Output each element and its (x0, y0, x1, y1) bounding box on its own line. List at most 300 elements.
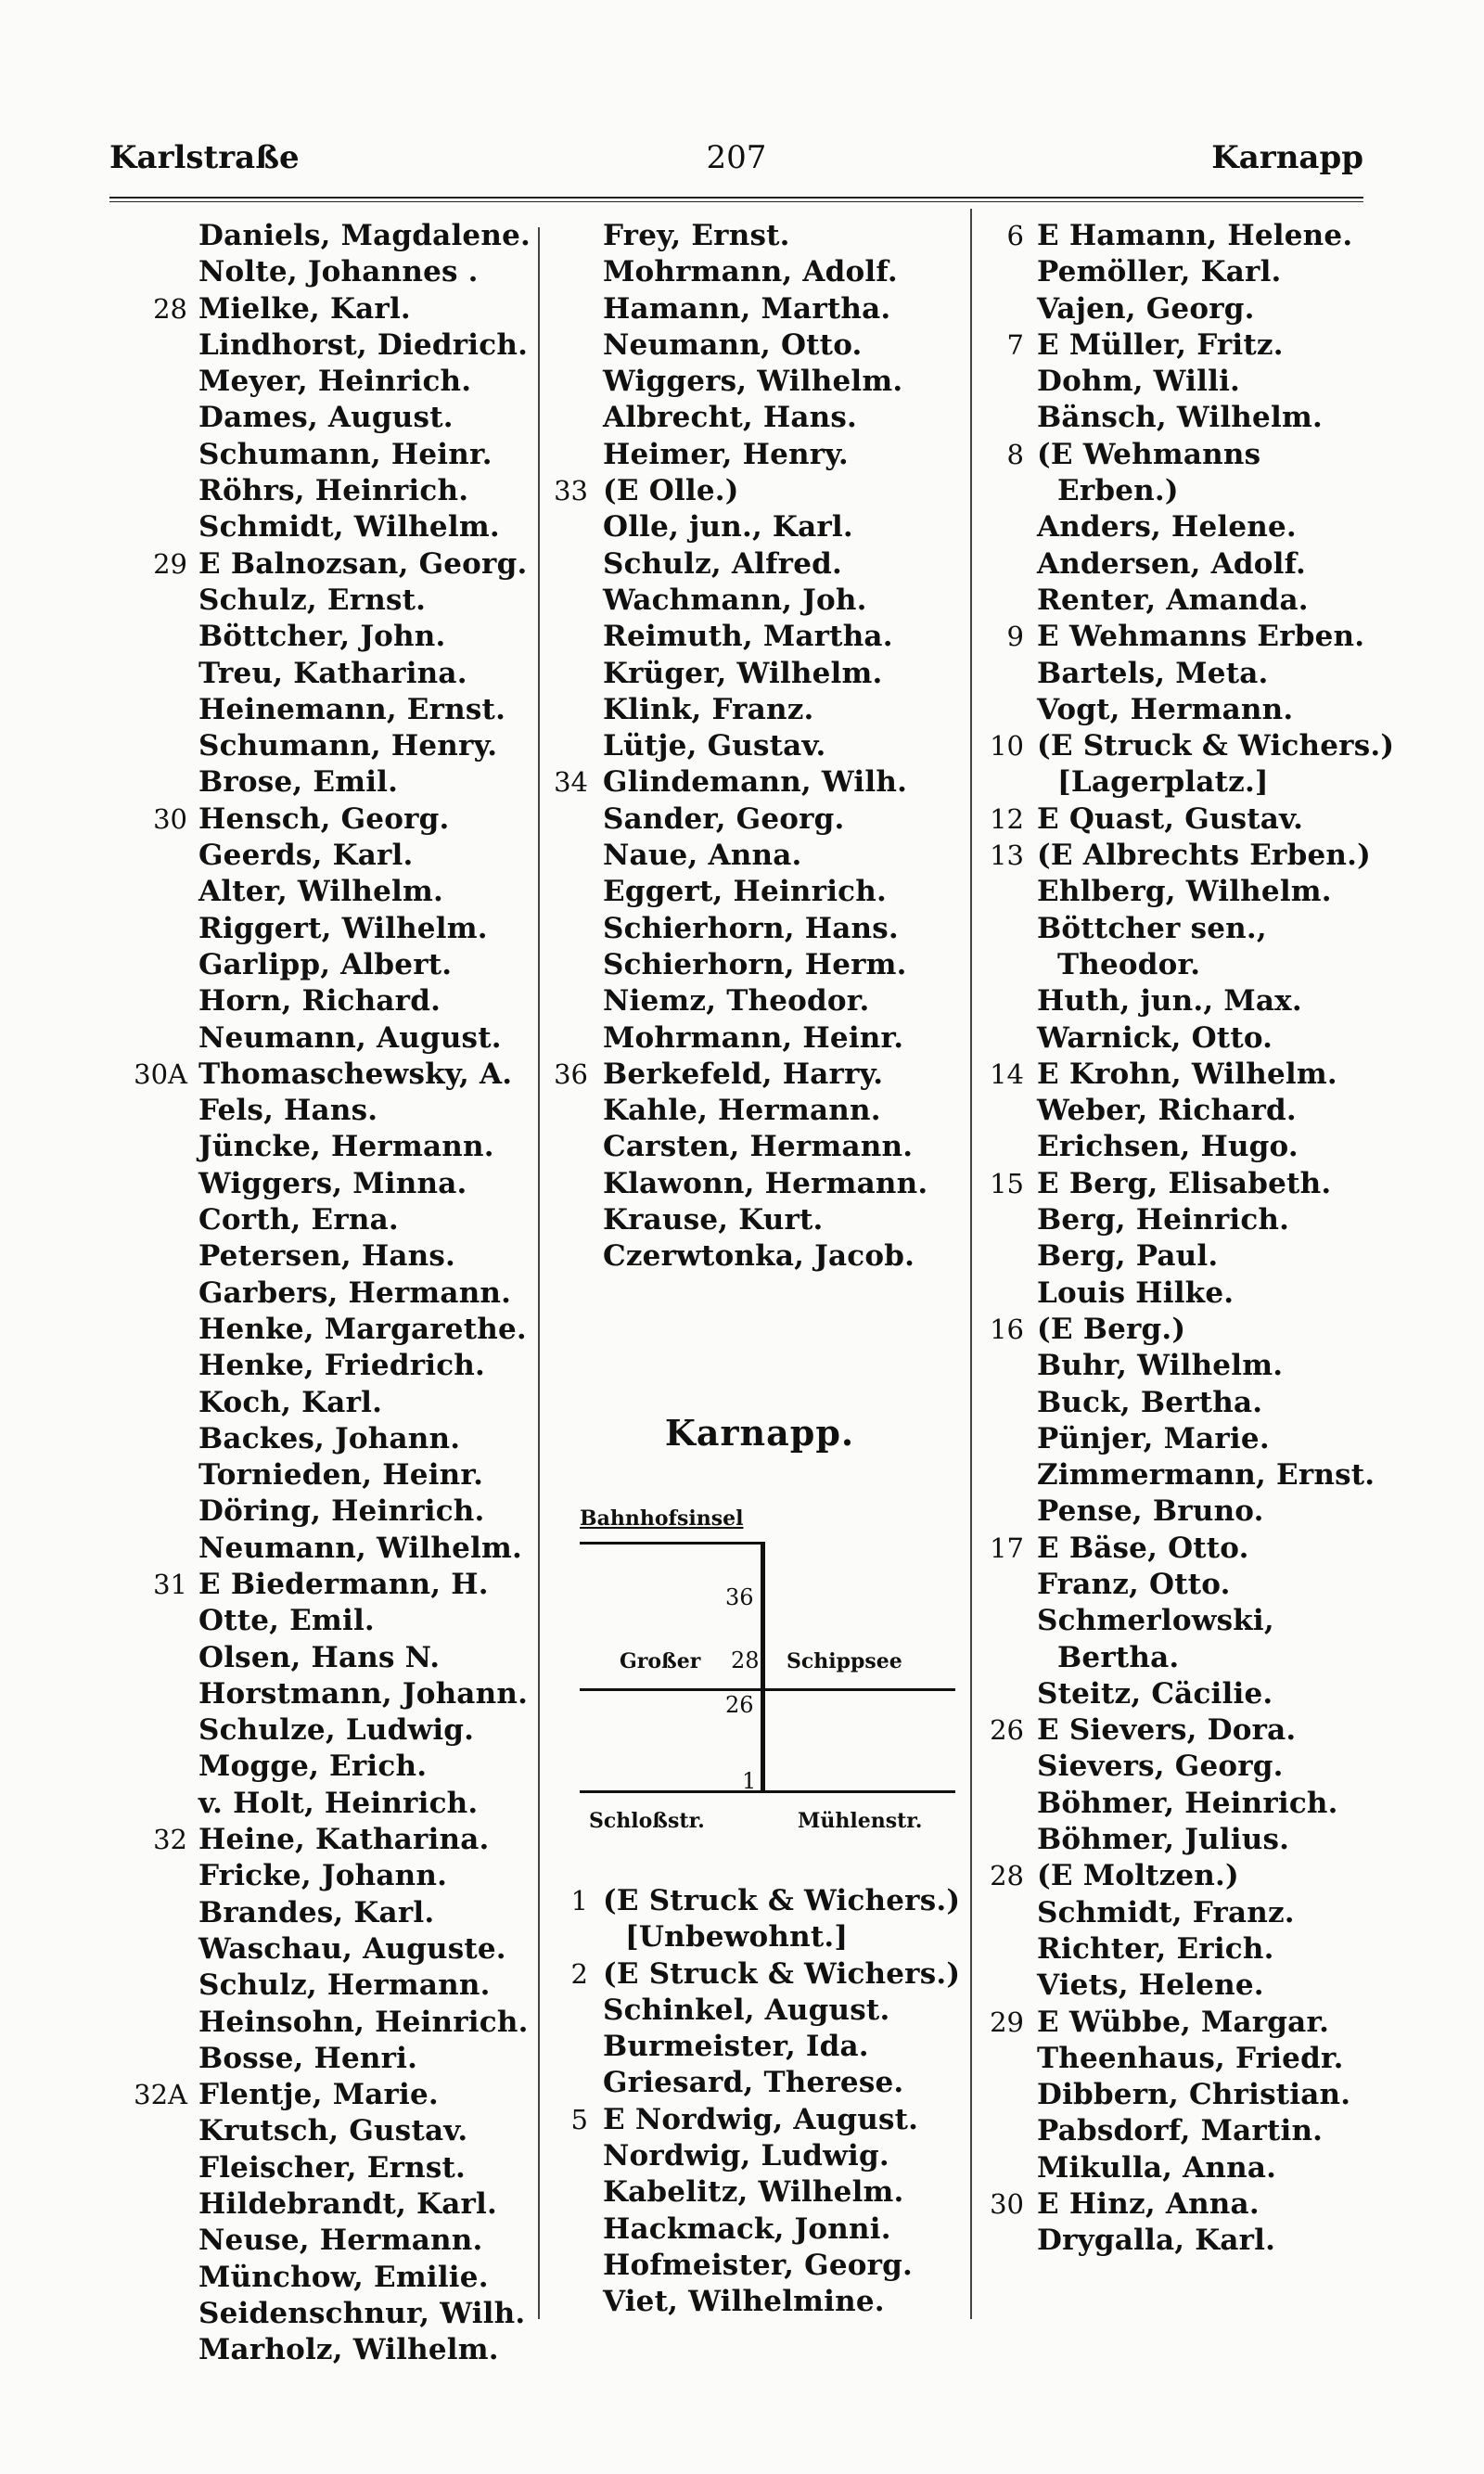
resident-name: Tornieden, Heinr. (198, 1458, 484, 1493)
resident-name: Hensch, Georg. (198, 801, 450, 836)
directory-entry (974, 1093, 1391, 1129)
directory-entry (974, 1166, 1391, 1202)
resident-name: Mielke, Karl. (198, 291, 411, 326)
resident-name: v. Holt, Heinrich. (198, 1786, 479, 1820)
map-label-schlossstr: Schloßstr. (589, 1809, 705, 1833)
directory-entry (109, 254, 545, 290)
resident-name: Heinemann, Ernst. (198, 692, 506, 726)
directory-entry (542, 2029, 978, 2065)
resident-name: Heine, Katharina. (198, 1823, 490, 1857)
street-section-title: Karnapp. (664, 1412, 855, 1454)
directory-entry (542, 1238, 978, 1275)
resident-name: Döring, Heinrich. (198, 1494, 485, 1529)
resident-name: Alter, Wilhelm. (198, 875, 443, 909)
resident-name: Buck, Bertha. (1037, 1385, 1263, 1419)
directory-entry (542, 2065, 978, 2101)
resident-name: Czerwtonka, Jacob. (603, 1239, 915, 1274)
directory-entry (109, 437, 545, 473)
directory-entry (974, 2041, 1391, 2077)
resident-name: Schmidt, Wilhelm. (198, 510, 500, 545)
directory-entry (542, 218, 978, 254)
resident-name: Schulz, Hermann. (198, 1968, 491, 2003)
directory-entry (109, 1129, 545, 1165)
resident-name: Reimuth, Martha. (603, 620, 893, 654)
directory-entry (974, 2113, 1391, 2149)
resident-name: Mogge, Erich. (198, 1750, 428, 1784)
resident-name: Zimmermann, Ernst. (1037, 1458, 1375, 1493)
directory-entry (109, 692, 545, 728)
directory-entry (109, 1712, 545, 1749)
directory-entry (974, 2005, 1391, 2041)
resident-name: Schumann, Henry. (198, 729, 498, 763)
directory-entry (974, 546, 1391, 583)
resident-name: Schierhorn, Hans. (603, 911, 899, 945)
house-number: 28 (990, 1860, 1024, 1892)
header-left-street: Karlstraße (109, 139, 300, 176)
directory-entry (542, 2211, 978, 2248)
resident-name: Kabelitz, Wilhelm. (603, 2175, 904, 2210)
resident-name: Klink, Franz. (603, 692, 814, 726)
directory-entry (109, 1020, 545, 1057)
directory-entry (542, 656, 978, 692)
directory-entry (974, 1676, 1391, 1712)
directory-entry (542, 583, 978, 619)
column-3 (974, 218, 1395, 2260)
resident-name: Hamann, Martha. (603, 291, 891, 326)
house-number: 32 (153, 1824, 187, 1856)
house-number: 7 (1006, 328, 1024, 361)
directory-entry (974, 983, 1391, 1019)
resident-name: Schierhorn, Herm. (603, 947, 907, 981)
house-number: 30A (134, 1058, 187, 1090)
resident-name: Lindhorst, Diedrich. (198, 327, 529, 362)
resident-name: Hackmack, Jonni. (603, 2211, 891, 2246)
house-number: 36 (554, 1058, 588, 1090)
resident-name: Horstmann, Johann. (198, 1676, 529, 1711)
resident-name: Vogt, Hermann. (1037, 692, 1294, 726)
directory-entry (974, 1531, 1391, 1567)
resident-name: Thomaschewsky, A. (198, 1057, 513, 1091)
header-rule (109, 197, 1363, 202)
resident-name: E Sievers, Dora. (1037, 1713, 1297, 1748)
resident-name: Carsten, Hermann. (603, 1130, 914, 1164)
house-number: 9 (1006, 621, 1024, 653)
resident-name: E Nordwig, August. (603, 2102, 919, 2136)
resident-name: Pemöller, Karl. (1037, 255, 1282, 289)
resident-name: Eggert, Heinrich. (603, 875, 887, 909)
directory-entry (109, 1640, 545, 1676)
directory-entry (974, 1493, 1391, 1530)
map-number-28: 28 (731, 1647, 760, 1673)
resident-name: (E Albrechts Erben.) (1037, 839, 1371, 873)
house-number: 13 (990, 840, 1024, 872)
directory-entry (109, 2113, 545, 2149)
resident-name: Hildebrandt, Karl. (198, 2187, 497, 2222)
resident-name: Frey, Ernst. (603, 219, 790, 252)
house-number: 16 (990, 1313, 1024, 1345)
directory-entry (542, 1020, 978, 1057)
resident-name: Erben.) (1057, 474, 1179, 508)
directory-entry (542, 983, 978, 1019)
directory-entry (109, 801, 545, 838)
directory-entry (542, 838, 978, 874)
resident-name: E Krohn, Wilhelm. (1037, 1057, 1337, 1091)
resident-name: Pabsdorf, Martin. (1037, 2114, 1324, 2148)
directory-entry (974, 291, 1391, 327)
directory-entry (109, 1312, 545, 1348)
directory-entry (109, 874, 545, 910)
directory-entry (974, 1786, 1391, 1822)
resident-name: Jüncke, Hermann. (198, 1130, 494, 1164)
resident-name: Kahle, Hermann. (603, 1094, 881, 1128)
resident-name: Röhrs, Heinrich. (198, 474, 469, 508)
house-number: 8 (1006, 438, 1024, 470)
resident-name: Schulz, Alfred. (603, 546, 842, 581)
resident-name: Schinkel, August. (603, 1993, 890, 2027)
house-number: 31 (153, 1568, 187, 1600)
directory-entry (109, 2150, 545, 2186)
resident-name: Krause, Kurt. (603, 1203, 824, 1237)
resident-name: Berkefeld, Harry. (603, 1057, 884, 1091)
resident-name: Flentje, Marie. (198, 2078, 439, 2112)
directory-entry (974, 1385, 1391, 1421)
resident-name: Drygalla, Karl. (1037, 2224, 1276, 2258)
resident-name: Vajen, Georg. (1037, 291, 1255, 326)
resident-name: Garbers, Hermann. (198, 1275, 512, 1310)
directory-entry (109, 2223, 545, 2259)
directory-entry (974, 218, 1391, 254)
directory-entry (974, 692, 1391, 728)
resident-name: Bartels, Meta. (1037, 656, 1269, 690)
resident-name: (E Olle.) (603, 474, 739, 508)
resident-name: Berg, Heinrich. (1037, 1203, 1290, 1237)
directory-entry (974, 1712, 1391, 1749)
column-2 (542, 218, 978, 1275)
directory-entry (109, 1531, 545, 1567)
resident-name: Albrecht, Hans. (603, 401, 858, 435)
directory-entry (542, 437, 978, 473)
column-1 (109, 218, 545, 2369)
directory-entry (974, 911, 1391, 947)
resident-name: Neumann, August. (198, 1020, 502, 1055)
resident-name: Hofmeister, Georg. (603, 2248, 914, 2282)
directory-entry (974, 1275, 1391, 1312)
resident-name: Wachmann, Joh. (603, 583, 867, 617)
house-number: 17 (990, 1532, 1024, 1564)
directory-entry (109, 1202, 545, 1238)
resident-name: Petersen, Hans. (198, 1239, 456, 1274)
directory-entry (109, 1421, 545, 1457)
directory-entry (109, 983, 545, 1019)
map-label-bahnhofsinsel: Bahnhofsinsel (580, 1506, 744, 1531)
directory-entry (542, 874, 978, 910)
resident-name: Louis Hilke. (1037, 1275, 1235, 1310)
directory-entry (109, 218, 545, 254)
resident-name: [Unbewohnt.] (625, 1920, 849, 1955)
resident-name: E Bäse, Otto. (1037, 1531, 1249, 1565)
resident-name: Neumann, Wilhelm. (198, 1531, 523, 1565)
directory-entry (542, 1057, 978, 1093)
directory-entry (109, 1166, 545, 1202)
resident-name: Krutsch, Gustav. (198, 2114, 468, 2148)
resident-name: Nordwig, Ludwig. (603, 2139, 889, 2173)
resident-name: Horn, Richard. (198, 984, 441, 1019)
resident-name: Viets, Helene. (1037, 1968, 1264, 2003)
directory-entry (974, 437, 1391, 473)
house-number: 29 (153, 547, 187, 580)
resident-name: Steitz, Cäcilie. (1037, 1676, 1273, 1711)
directory-entry (109, 2296, 545, 2332)
directory-entry (542, 619, 978, 655)
resident-name: Mikulla, Anna. (1037, 2150, 1277, 2185)
directory-entry (542, 2284, 978, 2320)
directory-entry (109, 509, 545, 545)
directory-entry (542, 764, 978, 801)
directory-entry (974, 1749, 1391, 1785)
house-number: 33 (554, 475, 588, 507)
directory-entry (974, 1567, 1391, 1603)
resident-name: Koch, Karl. (198, 1385, 383, 1419)
resident-name: Waschau, Auguste. (198, 1931, 506, 1966)
directory-entry (542, 2138, 978, 2174)
directory-entry (974, 1457, 1391, 1493)
directory-entry (109, 1895, 545, 1931)
resident-name: Fels, Hans. (198, 1094, 378, 1128)
directory-entry (542, 473, 978, 509)
map-line-middle (580, 1688, 955, 1691)
directory-entry (109, 546, 545, 583)
resident-name: Pense, Bruno. (1037, 1494, 1264, 1529)
directory-entry (974, 1202, 1391, 1238)
resident-name: Niemz, Theodor. (603, 984, 870, 1019)
header-right-street: Karnapp (1211, 139, 1363, 176)
directory-entry (974, 583, 1391, 619)
directory-entry (109, 1493, 545, 1530)
resident-name: (E Struck & Wichers.) (603, 1884, 961, 1917)
directory-entry (542, 1129, 978, 1165)
directory-entry (542, 254, 978, 290)
resident-name: Henke, Margarethe. (198, 1312, 527, 1346)
resident-name: Schumann, Heinr. (198, 437, 493, 471)
directory-entry (974, 656, 1391, 692)
directory-entry (109, 1749, 545, 1785)
directory-entry (109, 400, 545, 436)
resident-name: Brandes, Karl. (198, 1895, 435, 1929)
resident-name: Treu, Katharina. (198, 656, 467, 690)
directory-entry (109, 1238, 545, 1275)
resident-name: Sievers, Georg. (1037, 1750, 1284, 1784)
resident-name: Weber, Richard. (1037, 1094, 1297, 1128)
resident-name: Fricke, Johann. (198, 1859, 448, 1893)
map-line-top (580, 1542, 765, 1545)
column-2-karnapp (542, 1883, 978, 2321)
resident-name: Glindemann, Wilh. (603, 765, 908, 800)
resident-name: E Biedermann, H. (198, 1567, 489, 1601)
directory-entry (109, 2260, 545, 2296)
resident-name: Böttcher, John. (198, 620, 446, 654)
directory-entry (974, 947, 1391, 983)
resident-name: Renter, Amanda. (1037, 583, 1309, 617)
resident-name: Henke, Friedrich. (198, 1349, 486, 1383)
resident-name: Warnick, Otto. (1037, 1020, 1273, 1055)
page-number: 207 (706, 139, 767, 176)
directory-entry (974, 1968, 1391, 2004)
resident-name: Olle, jun., Karl. (603, 510, 853, 545)
resident-name: Neuse, Hermann. (198, 2224, 483, 2258)
resident-name: Münchow, Emilie. (198, 2260, 489, 2294)
house-number: 2 (570, 1957, 588, 1990)
resident-name: Anders, Helene. (1037, 510, 1297, 545)
resident-name: E Berg, Elisabeth. (1037, 1166, 1332, 1200)
resident-name: Naue, Anna. (603, 839, 802, 873)
house-number: 10 (990, 730, 1024, 763)
directory-entry (542, 911, 978, 947)
directory-entry (974, 1312, 1391, 1348)
resident-name: Buhr, Wilhelm. (1037, 1349, 1284, 1383)
directory-entry (109, 947, 545, 983)
directory-entry (974, 2150, 1391, 2186)
directory-entry (109, 1385, 545, 1421)
directory-entry (974, 1858, 1391, 1894)
resident-name: Wiggers, Minna. (198, 1166, 467, 1200)
directory-entry (109, 2332, 545, 2368)
house-number: 26 (990, 1714, 1024, 1747)
map-line-bottom (580, 1790, 955, 1793)
resident-name: Dohm, Willi. (1037, 365, 1241, 399)
house-number: 30 (153, 802, 187, 835)
directory-entry (542, 1166, 978, 1202)
resident-name: Ehlberg, Wilhelm. (1037, 875, 1332, 909)
directory-entry (974, 2186, 1391, 2223)
resident-name: Heimer, Henry. (603, 437, 849, 471)
resident-name: Schmerlowski, (1037, 1604, 1274, 1638)
resident-name: Meyer, Heinrich. (198, 365, 472, 399)
directory-entry (542, 1956, 978, 1993)
directory-entry (974, 1348, 1391, 1384)
resident-name: Böhmer, Julius. (1037, 1823, 1290, 1857)
house-number: 15 (990, 1167, 1024, 1199)
map-number-36: 36 (725, 1584, 754, 1610)
house-number: 34 (554, 766, 588, 799)
page-header (109, 139, 1363, 180)
directory-entry (974, 327, 1391, 364)
directory-entry (109, 364, 545, 400)
resident-name: (E Wehmanns (1037, 437, 1261, 471)
directory-entry (542, 2102, 978, 2138)
resident-name: E Quast, Gustav. (1037, 801, 1304, 836)
directory-entry (542, 1093, 978, 1129)
directory-entry (542, 1202, 978, 1238)
resident-name: Geerds, Karl. (198, 839, 414, 873)
resident-name: Berg, Paul. (1037, 1239, 1219, 1274)
resident-name: Viet, Wilhelmine. (603, 2285, 885, 2319)
directory-entry (542, 2174, 978, 2211)
directory-entry (109, 1093, 545, 1129)
directory-entry (542, 728, 978, 764)
resident-name: Mohrmann, Adolf. (603, 255, 898, 289)
directory-entry (109, 728, 545, 764)
directory-entry (974, 619, 1391, 655)
directory-entry (109, 619, 545, 655)
house-number: 1 (570, 1885, 588, 1916)
resident-name: E Müller, Fritz. (1037, 327, 1284, 362)
directory-entry (109, 1057, 545, 1093)
resident-name: Böhmer, Heinrich. (1037, 1786, 1338, 1820)
resident-name: Dibbern, Christian. (1037, 2078, 1351, 2112)
resident-name: Erichsen, Hugo. (1037, 1130, 1298, 1164)
resident-name: Bertha. (1057, 1640, 1180, 1674)
resident-name: E Hamann, Helene. (1037, 219, 1353, 252)
resident-name: Heinsohn, Heinrich. (198, 2005, 529, 2039)
house-number: 12 (990, 802, 1024, 835)
resident-name: Bänsch, Wilhelm. (1037, 401, 1323, 435)
resident-name: E Wübbe, Margar. (1037, 2005, 1330, 2039)
house-number: 32A (134, 2079, 187, 2111)
house-number: 29 (990, 2006, 1024, 2038)
resident-name: Krüger, Wilhelm. (603, 656, 883, 690)
resident-name: Pünjer, Marie. (1037, 1421, 1270, 1455)
resident-name: Neumann, Otto. (603, 327, 863, 362)
directory-entry (974, 2077, 1391, 2113)
resident-name: Nolte, Johannes . (198, 255, 479, 289)
directory-entry (542, 947, 978, 983)
resident-name: Schmidt, Franz. (1037, 1895, 1295, 1929)
directory-entry (974, 1822, 1391, 1858)
directory-entry (974, 1057, 1391, 1093)
resident-name: Sander, Georg. (603, 801, 845, 836)
directory-entry (109, 583, 545, 619)
resident-name: Richter, Erich. (1037, 1931, 1274, 1966)
resident-name: (E Struck & Wichers.) (1037, 729, 1395, 763)
directory-entry (542, 1883, 978, 1919)
house-number: 14 (990, 1058, 1024, 1090)
resident-name: Fleischer, Ernst. (198, 2150, 467, 2185)
resident-name: (E Moltzen.) (1037, 1859, 1239, 1893)
house-number: 5 (570, 2103, 588, 2135)
resident-name: Theodor. (1057, 947, 1201, 981)
directory-entry (974, 728, 1395, 764)
directory-entry (542, 692, 978, 728)
directory-entry (974, 801, 1391, 838)
directory-entry (974, 364, 1391, 400)
resident-name: Corth, Erna. (198, 1203, 399, 1237)
directory-entry (974, 2223, 1391, 2259)
map-line-vertical (761, 1542, 765, 1792)
directory-entry (109, 2186, 545, 2223)
directory-entry (542, 291, 978, 327)
house-number: 6 (1006, 220, 1024, 251)
resident-name: Seidenschnur, Wilh. (198, 2296, 526, 2330)
directory-entry (974, 874, 1391, 910)
directory-entry (109, 291, 545, 327)
directory-entry (542, 801, 978, 838)
directory-entry (109, 764, 545, 801)
resident-name: Lütje, Gustav. (603, 729, 826, 763)
directory-entry (542, 1993, 978, 2029)
resident-name: Riggert, Wilhelm. (198, 911, 488, 945)
directory-entry (109, 1786, 545, 1822)
directory-entry (109, 911, 545, 947)
house-number: 30 (990, 2188, 1024, 2221)
map-label-schippsee: Schippsee (787, 1649, 902, 1673)
map-number-26: 26 (725, 1692, 754, 1718)
directory-entry (974, 1640, 1391, 1676)
resident-name: (E Struck & Wichers.) (603, 1956, 961, 1991)
resident-name: Bosse, Henri. (198, 2041, 418, 2075)
resident-name: (E Berg.) (1037, 1312, 1186, 1346)
resident-name: [Lagerplatz.] (1057, 765, 1269, 800)
resident-name: Dames, August. (198, 401, 454, 435)
